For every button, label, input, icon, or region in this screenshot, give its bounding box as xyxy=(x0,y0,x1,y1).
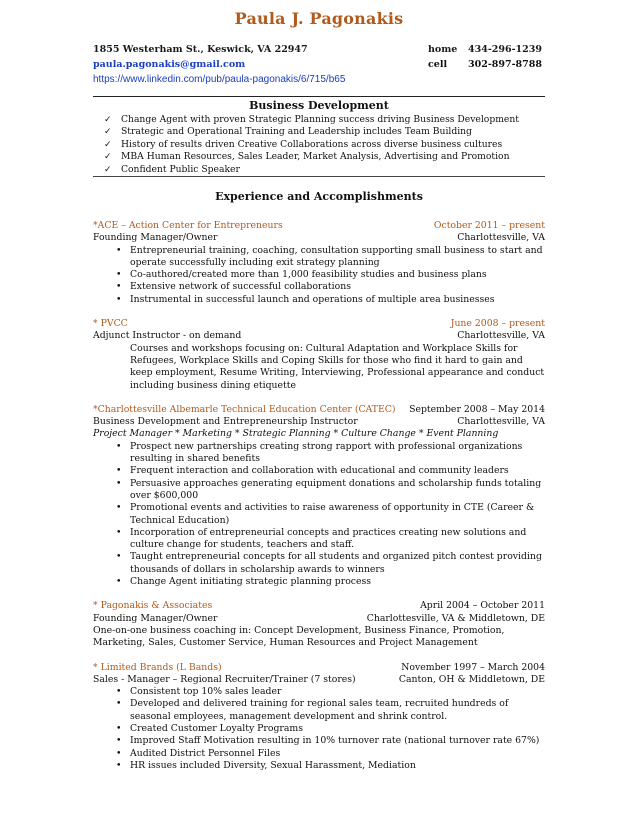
home-label: home xyxy=(428,44,458,55)
job-description: Courses and workshops focusing on: Cultural Adaptation and Workplace Skills for Refugees, Workplace Skills and Coping Skills for those who find it hard to gain and keep employment, Resume Writing, Interviewing, Professional appearance and conduct including business dining etiquette xyxy=(130,342,545,391)
checkmark-icon: ✓ xyxy=(104,163,112,175)
list-item: • Consistent top 10% sales leader xyxy=(93,686,545,698)
address: 1855 Westerham St., Keswick, VA 22947 xyxy=(93,44,308,55)
experience-list xyxy=(93,220,545,772)
list-item: • Frequent interaction and collaboration with educational and community leaders xyxy=(93,465,545,477)
job-dates: October 2011 – present xyxy=(433,220,545,231)
job-bullets xyxy=(93,441,545,589)
job-location: Charlottesville, VA xyxy=(457,416,545,428)
list-item: • Audited District Personnel Files xyxy=(93,748,545,760)
job-location: Charlottesville, VA xyxy=(457,330,545,342)
checkmark-icon: ✓ xyxy=(104,151,112,163)
job-org: *Charlottesville Albemarle Technical Education Center (CATEC) xyxy=(93,403,396,415)
job-role: Business Development and Entrepreneurship Instructor xyxy=(93,416,358,428)
job-description: One-on-one business coaching in: Concept Development, Business Finance, Promotion, Marketing, Sales, Customer Service, Human Resources and Project Management xyxy=(93,624,505,649)
job-org: * Limited Brands (L Bands) xyxy=(93,661,222,673)
list-item: • Persuasive approaches generating equipment donations and scholarship funds totaling over $600,000 xyxy=(93,478,545,503)
job-bullets xyxy=(93,686,545,772)
section-divider xyxy=(93,176,545,177)
job-dates: June 2008 – present xyxy=(450,318,545,330)
job-subtitle: Project Manager * Marketing * Strategic Planning * Culture Change * Event Planning xyxy=(93,428,499,440)
job-dates: November 1997 – March 2004 xyxy=(401,661,545,673)
job-entry xyxy=(93,662,545,773)
list-item: • Improved Staff Motivation resulting in 10% turnover rate (national turnover rate 67%) xyxy=(93,735,545,747)
list-item: • Co-authored/created more than 1,000 feasibility studies and business plans xyxy=(93,269,545,281)
job-org: * PVCC xyxy=(93,318,128,330)
list-item: • Instrumental in successful launch and operations of multiple area businesses xyxy=(93,294,545,306)
list-item: • Developed and delivered training for regional sales team, recruited hundreds of seasonal employees, management development and shrink control. xyxy=(93,698,545,723)
job-location: Canton, OH & Middletown, DE xyxy=(398,673,545,685)
job-role: Sales - Manager – Regional Recruiter/Trainer (7 stores) xyxy=(93,673,356,685)
list-item: • Prospect new partnerships creating strong rapport with professional organizations resulting in shared benefits xyxy=(93,441,545,466)
business-development-list xyxy=(104,114,519,176)
business-development-heading: Business Development xyxy=(249,99,389,112)
list-item: ✓ Change Agent with proven Strategic Planning success driving Business Development xyxy=(104,114,519,125)
list-item: • Taught entrepreneurial concepts for all students and organized pitch contest providing thousands of dollars in scholarship awards to winners xyxy=(93,551,545,576)
list-item: • Entrepreneurial training, coaching, consultation supporting small business to start and operate successfully including exit strategy planning xyxy=(93,245,545,270)
list-item: • Extensive network of successful collaborations xyxy=(93,281,545,293)
checkmark-icon: ✓ xyxy=(104,126,112,138)
contact-block xyxy=(93,42,553,87)
resume-name: Paula J. Pagonakis xyxy=(234,9,404,28)
job-role: Founding Manager/Owner xyxy=(93,612,218,624)
email-link[interactable]: paula.pagonakis@gmail.com xyxy=(93,59,246,70)
job-role: Founding Manager/Owner xyxy=(93,232,218,244)
top-divider xyxy=(93,96,545,97)
list-item: • Change Agent initiating strategic planning process xyxy=(93,576,545,588)
job-org: *ACE – Action Center for Entrepreneurs xyxy=(93,220,283,231)
job-dates: April 2004 – October 2011 xyxy=(420,600,545,612)
list-item: ✓ MBA Human Resources, Sales Leader, Market Analysis, Advertising and Promotion xyxy=(104,151,510,163)
list-item: ✓ Strategic and Operational Training and Leadership includes Team Building xyxy=(104,126,472,138)
checkmark-icon: ✓ xyxy=(104,114,112,125)
job-dates: September 2008 – May 2014 xyxy=(409,403,545,415)
job-entry xyxy=(93,404,545,588)
job-entry xyxy=(93,220,545,306)
cell-phone: 302-897-8788 xyxy=(468,59,542,70)
job-entry xyxy=(93,318,545,392)
linkedin-link[interactable]: https://www.linkedin.com/pub/paula-pagonakis/6/715/b65 xyxy=(93,74,346,85)
cell-label: cell xyxy=(428,59,448,70)
home-phone: 434-296-1239 xyxy=(468,44,542,55)
list-item: • Incorporation of entrepreneurial concepts and practices creating new solutions and culture change for students, teachers and staff. xyxy=(93,527,545,552)
job-bullets xyxy=(93,245,545,306)
job-role: Adjunct Instructor - on demand xyxy=(93,330,242,342)
job-entry xyxy=(93,600,545,649)
job-org: * Pagonakis & Associates xyxy=(93,600,213,612)
list-item: • Promotional events and activities to raise awareness of opportunity in CTE (Career & Technical Education) xyxy=(93,502,545,527)
job-location: Charlottesville, VA xyxy=(457,232,545,244)
list-item: ✓ Confident Public Speaker xyxy=(104,163,240,175)
list-item: • HR issues included Diversity, Sexual Harassment, Mediation xyxy=(93,760,545,772)
checkmark-icon: ✓ xyxy=(104,138,112,150)
list-item: • Created Customer Loyalty Programs xyxy=(93,723,545,735)
job-location: Charlottesville, VA & Middletown, DE xyxy=(366,612,545,624)
experience-heading: Experience and Accomplishments xyxy=(215,190,423,203)
list-item: ✓ History of results driven Creative Collaborations across diverse business cultures xyxy=(104,138,503,150)
